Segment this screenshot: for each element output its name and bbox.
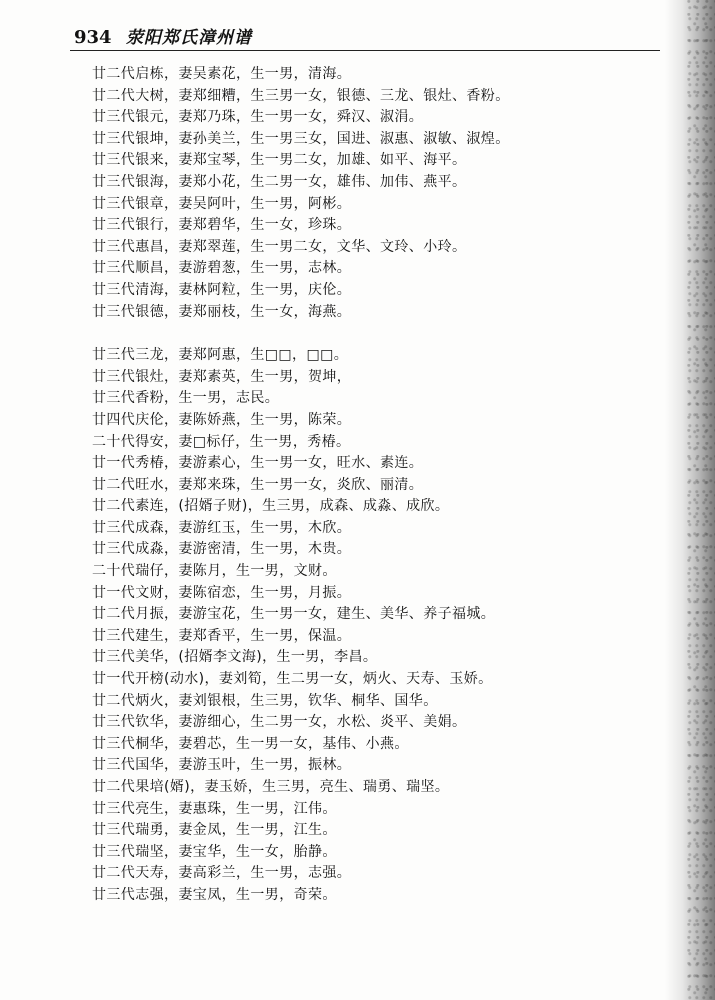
genealogy-line: 二十代瑞仔，妻陈月，生一男，文财。 (92, 563, 337, 580)
genealogy-line: 廿三代清海，妻林阿粒，生一男，庆伦。 (92, 281, 352, 298)
genealogy-line: 廿三代钦华，妻游细心，生二男一女，水松、炎平、美娟。 (92, 714, 467, 731)
paragraph-gap (92, 323, 652, 345)
scan-edge-speckle (687, 0, 715, 1000)
genealogy-line: 廿三代美华，(招婿李文海)，生一男，李昌。 (92, 649, 378, 666)
genealogy-line: 廿三代建生，妻郑香平，生一男，保温。 (92, 627, 352, 644)
genealogy-line: 廿三代志强，妻宝凤，生一男，奇荣。 (92, 886, 337, 903)
genealogy-line: 廿一代文财，妻陈宿恋，生一男，月振。 (92, 584, 352, 601)
genealogy-line: 廿三代顺昌，妻游碧葱，生一男，志林。 (92, 260, 352, 277)
genealogy-block-2 (92, 345, 652, 906)
genealogy-line: 廿三代惠昌，妻郑翠莲，生一男二女，文华、文玲、小玲。 (92, 238, 467, 255)
genealogy-line: 廿三代三龙，妻郑阿惠，生□□，□□。 (92, 347, 349, 364)
genealogy-line: 廿二代炳火，妻刘银根，生三男，钦华、桐华、国华。 (92, 692, 438, 709)
genealogy-line: 廿三代银灶，妻郑素英，生一男，贺坤， (92, 368, 352, 385)
genealogy-line: 廿三代银行，妻郑碧华，生一女，珍珠。 (92, 217, 352, 234)
genealogy-line: 廿二代天寿，妻高彩兰，生一男，志强。 (92, 865, 352, 882)
genealogy-line: 廿二代大树，妻郑细糟，生三男一女，银德、三龙、银灶、香粉。 (92, 87, 510, 104)
genealogy-line: 廿三代香粉，生一男，志民。 (92, 390, 280, 407)
genealogy-line: 廿二代旺水，妻郑来珠，生一男一女，炎欣、丽清。 (92, 476, 424, 493)
genealogy-line: 廿一代开榜(动水)，妻刘筍，生二男一女，炳火、天寿、玉娇。 (92, 671, 493, 688)
genealogy-line: 廿三代成淼，妻游密清，生一男，木贵。 (92, 541, 352, 558)
genealogy-line: 廿二代月振，妻游宝花，生一男一女，建生、美华、养子福城。 (92, 606, 496, 623)
header-rule (70, 50, 660, 51)
genealogy-line: 廿三代瑞坚，妻宝华，生一女，胎静。 (92, 843, 337, 860)
genealogy-line: 廿三代银坤，妻孙美兰，生一男三女，国进、淑惠、淑敏、淑煌。 (92, 130, 510, 147)
genealogy-line: 廿三代桐华，妻碧芯，生一男一女，基伟、小燕。 (92, 735, 409, 752)
genealogy-line: 廿三代银章，妻吴阿叶，生一男，阿彬。 (92, 195, 352, 212)
genealogy-line: 廿三代亮生，妻惠珠，生一男，江伟。 (92, 800, 337, 817)
genealogy-line: 二十代得安，妻□标仔，生一男，秀椿。 (92, 433, 351, 450)
genealogy-line: 廿三代银德，妻郑丽枝，生一女，海燕。 (92, 303, 352, 320)
genealogy-line: 廿三代银来，妻郑宝琴，生一男二女，加雄、如平、海平。 (92, 152, 467, 169)
genealogy-text (92, 64, 652, 907)
genealogy-line: 廿四代庆伦，妻陈娇燕，生一男，陈荣。 (92, 411, 352, 428)
genealogy-line: 廿二代素连，(招婿子财)，生三男，成森、成淼、成欣。 (92, 498, 450, 515)
page-number: 934 (74, 27, 112, 48)
genealogy-line: 廿三代瑞勇，妻金凤，生一男，江生。 (92, 822, 337, 839)
genealogy-line: 廿三代银元，妻郑乃珠，生一男一女，舜汉、淑涓。 (92, 109, 424, 126)
genealogy-line: 廿三代成森，妻游红玉，生一男，木欣。 (92, 519, 352, 536)
genealogy-line: 廿二代果培(婿)，妻玉娇，生三男，亮生、瑞勇、瑞坚。 (92, 779, 450, 795)
running-title: 荥阳郑氏漳州谱 (126, 28, 252, 48)
genealogy-block-1 (92, 64, 652, 323)
genealogy-line: 廿一代秀椿，妻游素心，生一男一女，旺水、素连。 (92, 455, 424, 472)
genealogy-line: 廿三代国华，妻游玉叶，生一男，振林。 (92, 757, 352, 774)
genealogy-line: 廿三代银海，妻郑小花，生二男一女，雄伟、加伟、燕平。 (92, 173, 467, 190)
genealogy-line: 廿二代启栋，妻吴素花，生一男，清海。 (92, 66, 352, 82)
